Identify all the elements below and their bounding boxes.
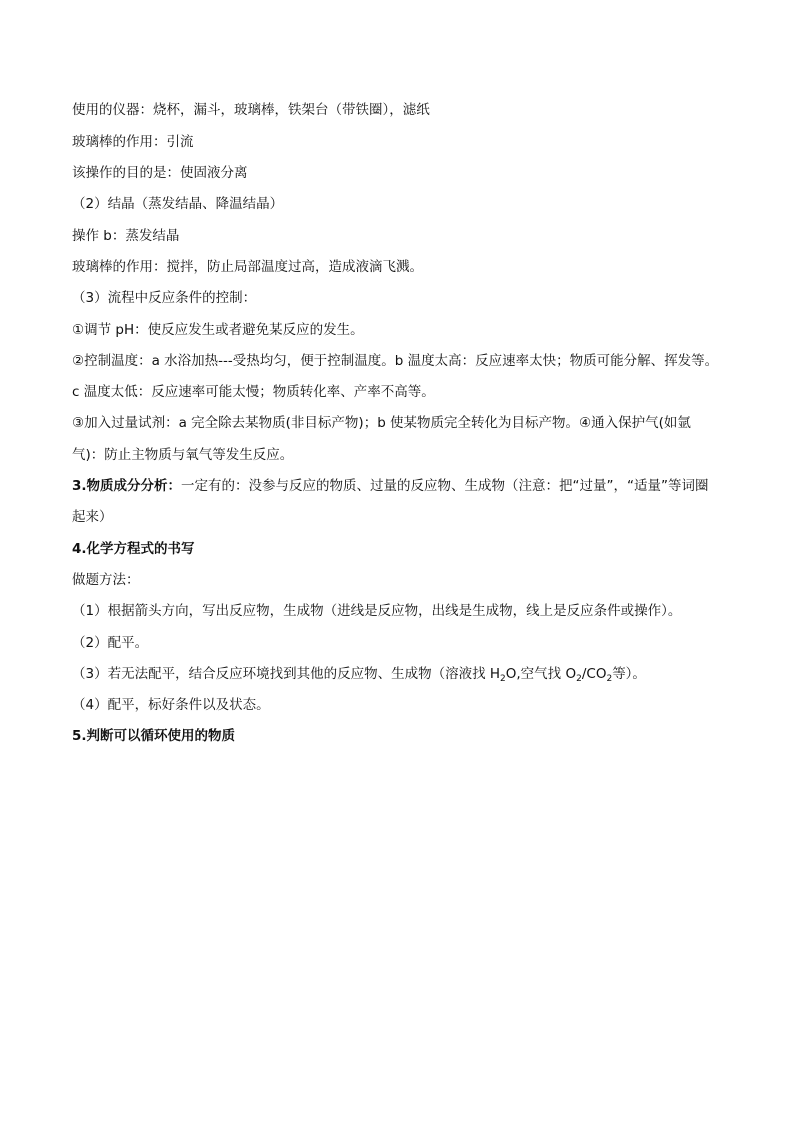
step-2: （2）配平。 bbox=[72, 635, 149, 651]
step3-prefix: （3）若无法配平，结合反应环境找到其他的反应物、生成物（溶液找 H bbox=[72, 666, 501, 682]
operation-purpose: 该操作的目的是：使固液分离 bbox=[72, 165, 248, 181]
excess-item-line2: 气)：防止主物质与氧气等发生反应。 bbox=[72, 447, 294, 463]
control-heading: （3）流程中反应条件的控制： bbox=[72, 290, 257, 306]
step3-mid1: O,空气找 O bbox=[505, 666, 577, 682]
step-3 bbox=[72, 665, 732, 683]
ph-item: ①调节 pH：使反应发生或者避免某反应的发生。 bbox=[72, 322, 364, 338]
section4-title: 4.化学方程式的书写 bbox=[72, 541, 195, 557]
step3-sub3: 2 bbox=[606, 674, 613, 684]
step-1: （1）根据箭头方向，写出反应物，生成物（进线是反应物，出线是生成物，线上是反应条件或操作）。 bbox=[72, 603, 682, 619]
temp-item-line1: ②控制温度：a 水浴加热---受热均匀，便于控制温度。b 温度太高：反应速率太快；物质可能分解、挥发等。 bbox=[72, 353, 719, 369]
method-label: 做题方法： bbox=[72, 572, 140, 588]
step-4: （4）配平，标好条件以及状态。 bbox=[72, 697, 270, 713]
temp-item-line2: c 温度太低：反应速率可能太慢；物质转化率、产率不高等。 bbox=[72, 384, 435, 400]
section3-text: 一定有的：没参与反应的物质、过量的反应物、生成物（注意：把“过量”，“适量”等词圈 bbox=[181, 478, 709, 494]
crystallization-heading: （2）结晶（蒸发结晶、降温结晶） bbox=[72, 196, 284, 212]
instruments-line: 使用的仪器：烧杯，漏斗，玻璃棒，铁架台（带铁圈），滤纸 bbox=[72, 102, 430, 118]
glassrod-role-filter: 玻璃棒的作用：引流 bbox=[72, 134, 194, 150]
section3-line2: 起来） bbox=[72, 509, 113, 525]
section5-title: 5.判断可以循环使用的物质 bbox=[72, 728, 236, 744]
step3-sub2: 2 bbox=[576, 674, 582, 684]
section3-title: 3.物质成分分析： bbox=[72, 478, 182, 494]
section3-line1 bbox=[72, 477, 732, 495]
step3-mid2: /CO bbox=[581, 666, 607, 682]
step3-sub1: 2 bbox=[500, 674, 506, 684]
step3-suffix: 等）。 bbox=[612, 666, 646, 682]
glassrod-role-evap: 玻璃棒的作用：搅拌，防止局部温度过高，造成液滴飞溅。 bbox=[72, 259, 423, 275]
excess-item-line1: ③加入过量试剂：a 完全除去某物质(非目标产物)；b 使某物质完全转化为目标产物。④通入保护气(如氩 bbox=[72, 415, 691, 431]
operation-b: 操作 b：蒸发结晶 bbox=[72, 228, 180, 244]
